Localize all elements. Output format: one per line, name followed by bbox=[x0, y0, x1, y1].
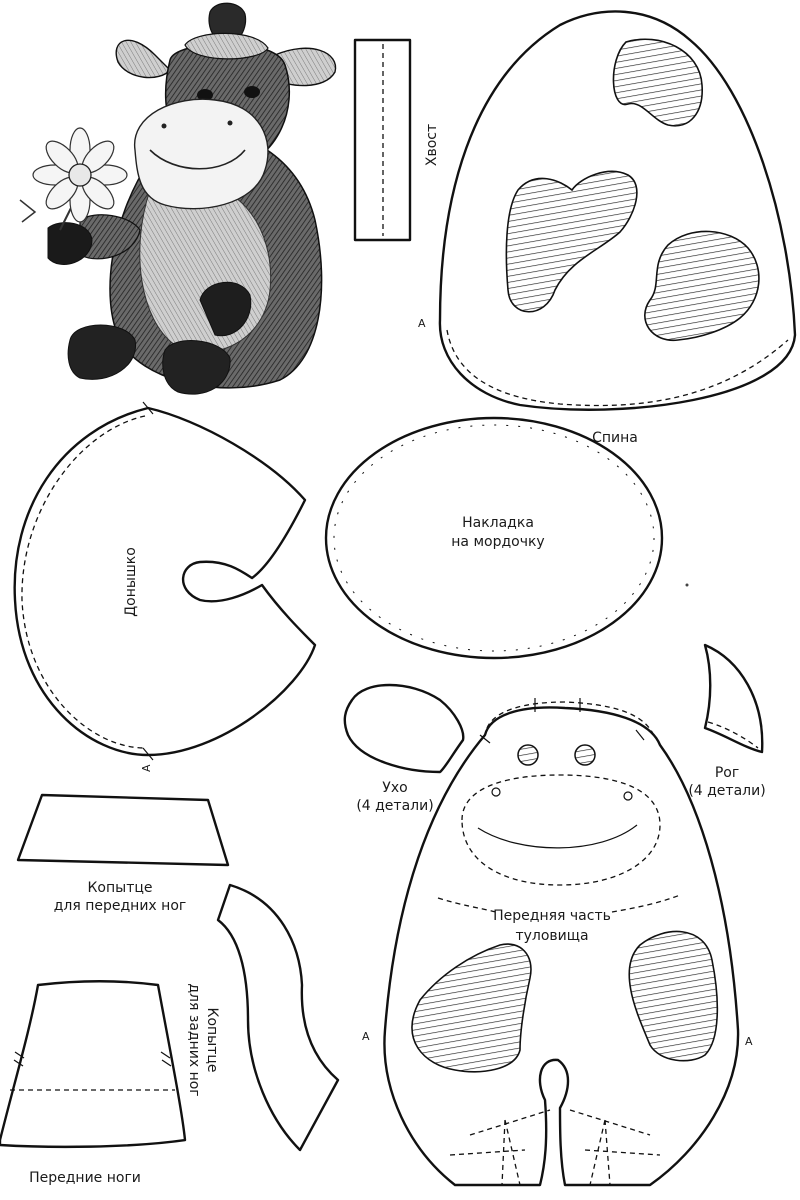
daisy-drawing bbox=[20, 128, 127, 230]
ear-label-2: (4 детали) bbox=[356, 798, 434, 814]
tail-label: Хвост bbox=[424, 123, 440, 167]
horn-piece bbox=[705, 645, 762, 752]
rear-hoof-label-2: для задних ног bbox=[186, 983, 202, 1097]
front-hoof-label-1: Копытце bbox=[87, 880, 153, 896]
ear-label-1: Ухо bbox=[382, 780, 408, 796]
front-legs-piece bbox=[0, 981, 185, 1147]
base-marker-a: A bbox=[140, 764, 153, 772]
front-hoof-piece bbox=[18, 795, 228, 865]
front-body-label-1: Передняя часть bbox=[493, 908, 611, 924]
front-legs-label: Передние ноги bbox=[29, 1170, 141, 1186]
base-label: Донышко bbox=[123, 547, 139, 617]
front-body-label-2: туловища bbox=[515, 928, 589, 944]
muzzle-label-1: Накладка bbox=[462, 515, 534, 531]
front-body-marker-a-left: A bbox=[362, 1030, 370, 1043]
back-piece bbox=[440, 11, 795, 409]
base-piece bbox=[15, 402, 315, 760]
back-marker-a: A bbox=[418, 317, 426, 330]
muzzle-label-2: на мордочку bbox=[451, 534, 545, 550]
tail-piece bbox=[355, 40, 410, 240]
horn-label-1: Рог bbox=[714, 765, 740, 781]
stray-dot bbox=[686, 584, 689, 587]
front-hoof-label-2: для передних ног bbox=[53, 898, 187, 914]
rear-hoof-piece bbox=[218, 885, 338, 1150]
front-body-marker-a-right: A bbox=[745, 1035, 753, 1048]
horn-label-2: (4 детали) bbox=[688, 783, 766, 799]
back-label: Спина bbox=[592, 430, 638, 446]
ear-piece bbox=[345, 685, 463, 772]
rear-hoof-label-1: Копытце bbox=[204, 1007, 220, 1073]
cow-toy-illustration bbox=[20, 3, 336, 394]
